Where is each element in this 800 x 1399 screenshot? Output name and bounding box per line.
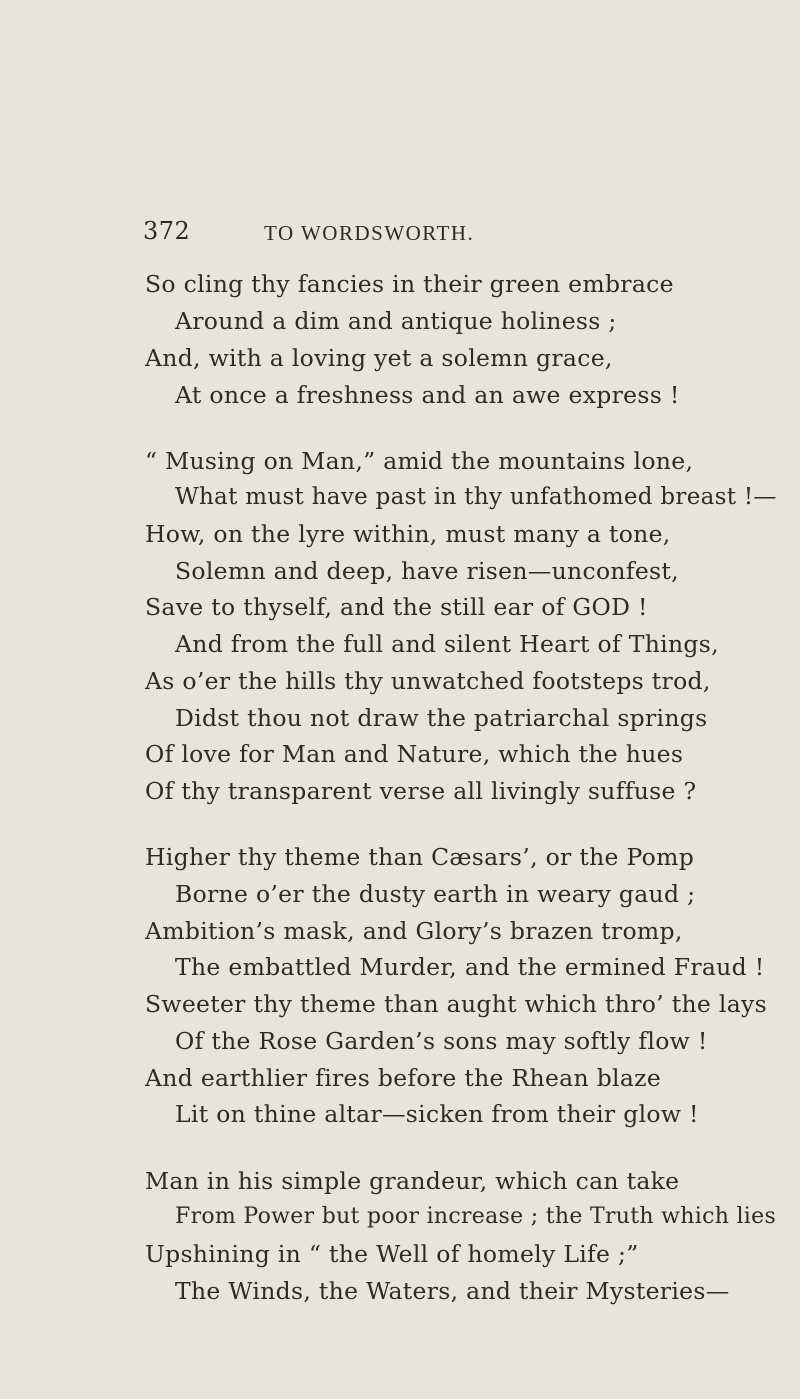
poem-line: Higher thy theme than Cæsars’, or the Pomp [145,843,695,871]
poem-line: How, on the lyre within, must many a tone, [145,520,671,548]
poem-line: The Winds, the Waters, and their Mysteries— [175,1277,730,1305]
poem-line: And, with a loving yet a solemn grace, [145,344,613,372]
poem-line: Man in his simple grandeur, which can take [145,1167,680,1195]
poem-line: Ambition’s mask, and Glory’s brazen tromp, [145,917,683,945]
poem-line: Of love for Man and Nature, which the hues [145,740,684,768]
poem-line: As o’er the hills thy unwatched footsteps trod, [145,667,711,695]
poem-line: Lit on thine altar—sicken from their glow ! [175,1100,699,1128]
poem-line: “ Musing on Man,” amid the mountains lone, [145,447,694,475]
poem-line: Save to thyself, and the still ear of GOD ! [145,593,648,621]
poem-line: Solemn and deep, have risen—unconfest, [175,557,679,585]
poem-line: Borne o’er the dusty earth in weary gaud ; [175,880,696,908]
poem-line: Around a dim and antique holiness ; [175,307,617,335]
poem-line: Upshining in “ the Well of homely Life ;” [145,1240,639,1268]
poem-line: And from the full and silent Heart of Things, [175,630,719,658]
poem-line: So cling thy fancies in their green embrace [145,270,674,298]
poem-line: Didst thou not draw the patriarchal springs [175,704,708,732]
poem-line: At once a freshness and an awe express ! [175,381,680,409]
running-title: TO WORDSWORTH. [264,221,475,245]
poem-line: What must have past in thy unfathomed breast !— [175,484,777,510]
page-number: 372 [143,217,191,245]
poem-line: Sweeter thy theme than aught which thro’ the lays [145,990,767,1018]
poem-line: From Power but poor increase ; the Truth which lies [175,1204,777,1229]
running-head [0,217,800,251]
poem-line: The embattled Murder, and the ermined Fraud ! [175,953,765,981]
poem-line: And earthlier fires before the Rhean blaze [145,1064,662,1092]
poem-line: Of the Rose Garden’s sons may softly flow ! [175,1027,708,1055]
poem-line: Of thy transparent verse all livingly suffuse ? [145,777,697,805]
